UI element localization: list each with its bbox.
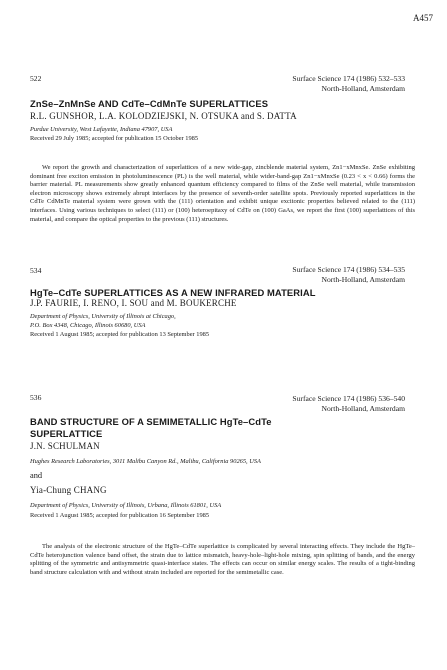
page-code: A457 <box>413 13 433 23</box>
article-1-abstract: We report the growth and characterization of superlattices of a new wide-gap, zincblende material system, Zn1−xMnxSe. ZnSe exhibiting dominant free exciton emission in photoluminescence (PL) is the well material, while wider-band-gap Zn1−xMnxSe (0.23 < x < 0.66) forms the barrier material. PL measurements show greatly enhanced quantum efficiency compared to films of the ZnSe well material, while transmission electron microscopy shows extremely abrupt interfaces by the presence of seventh-order satellite spots. Previously reported superlattices in the CdTe CdMnTe material system were grown with the (111) orientation and exhibit unique excitonic properties believed related to the (111) interfaces. Using various techniques to select (111) or (100) heteroepitaxy of CdTe on (100) GaAs, we report the first (100) superlattices of this material, and compare the optical properties to the previous (111) structures. <box>30 164 415 223</box>
article-3-abstract: The analysis of the electronic structure of the HgTe–CdTe superlattice is complicated by several interacting effects. They include the HgTe–CdTe heterojunction valence band offset, the strain due to lattice mismatch, heavy-hole–light-hole mixing, spin splitting of bands, and the energy splitting of the symmetric and antisymmetric quasi-interface states. The effects can occur on similar energy scales. The results of a tight-binding band structure calculation with and without strain included are reported for the semimetallic case. <box>30 543 415 576</box>
article-3-and: and <box>30 471 43 480</box>
article-3-title-line-2: SUPERLATTICE <box>30 428 103 439</box>
article-2-journal-ref: Surface Science 174 (1986) 534–535 <box>292 265 405 274</box>
article-2-publisher: North-Holland, Amsterdam <box>321 275 405 284</box>
article-1-authors: R.L. GUNSHOR, L.A. KOLODZIEJSKI, N. OTSUKA and S. DATTA <box>30 111 297 121</box>
article-1-affiliation: Purdue University, West Lafayette, Indiana 47907, USA <box>30 126 173 133</box>
article-2-affiliation-line-2: P.O. Box 4348, Chicago, Illinois 60680, USA <box>30 322 146 329</box>
article-1-received: Received 29 July 1985; accepted for publication 15 October 1985 <box>30 135 199 142</box>
article-2-title: HgTe–CdTe SUPERLATTICES AS A NEW INFRARED MATERIAL <box>30 287 316 298</box>
article-3-title-line-1: BAND STRUCTURE OF A SEMIMETALLIC HgTe–CdTe <box>30 416 272 427</box>
article-3-affiliation-2: Department of Physics, University of Illinois, Urbana, Illinois 61801, USA <box>30 502 222 509</box>
article-2-page-number: 534 <box>30 266 42 275</box>
article-3-received: Received 1 August 1985; accepted for publication 16 September 1985 <box>30 512 210 519</box>
article-1-journal-ref: Surface Science 174 (1986) 532–533 <box>292 74 405 83</box>
article-3-affiliation-1: Hughes Research Laboratories, 3011 Malibu Canyon Rd., Malibu, California 90265, USA <box>30 458 261 465</box>
article-2-received: Received 1 August 1985; accepted for publication 13 September 1985 <box>30 331 210 338</box>
article-1-publisher: North-Holland, Amsterdam <box>321 84 405 93</box>
article-3-author-2: Yia-Chung CHANG <box>30 485 107 495</box>
article-3-publisher: North-Holland, Amsterdam <box>321 404 405 413</box>
article-1-title: ZnSe–ZnMnSe AND CdTe–CdMnTe SUPERLATTICES <box>30 98 269 109</box>
article-2-authors: J.P. FAURIE, I. RENO, I. SOU and M. BOUKERCHE <box>30 298 237 308</box>
article-1-page-number: 522 <box>30 74 42 83</box>
article-3-author-1: J.N. SCHULMAN <box>30 441 100 451</box>
article-3-page-number: 536 <box>30 393 42 402</box>
article-3-journal-ref: Surface Science 174 (1986) 536–540 <box>292 394 405 403</box>
article-2-affiliation-line-1: Department of Physics, University of Illinois at Chicago, <box>30 313 176 320</box>
